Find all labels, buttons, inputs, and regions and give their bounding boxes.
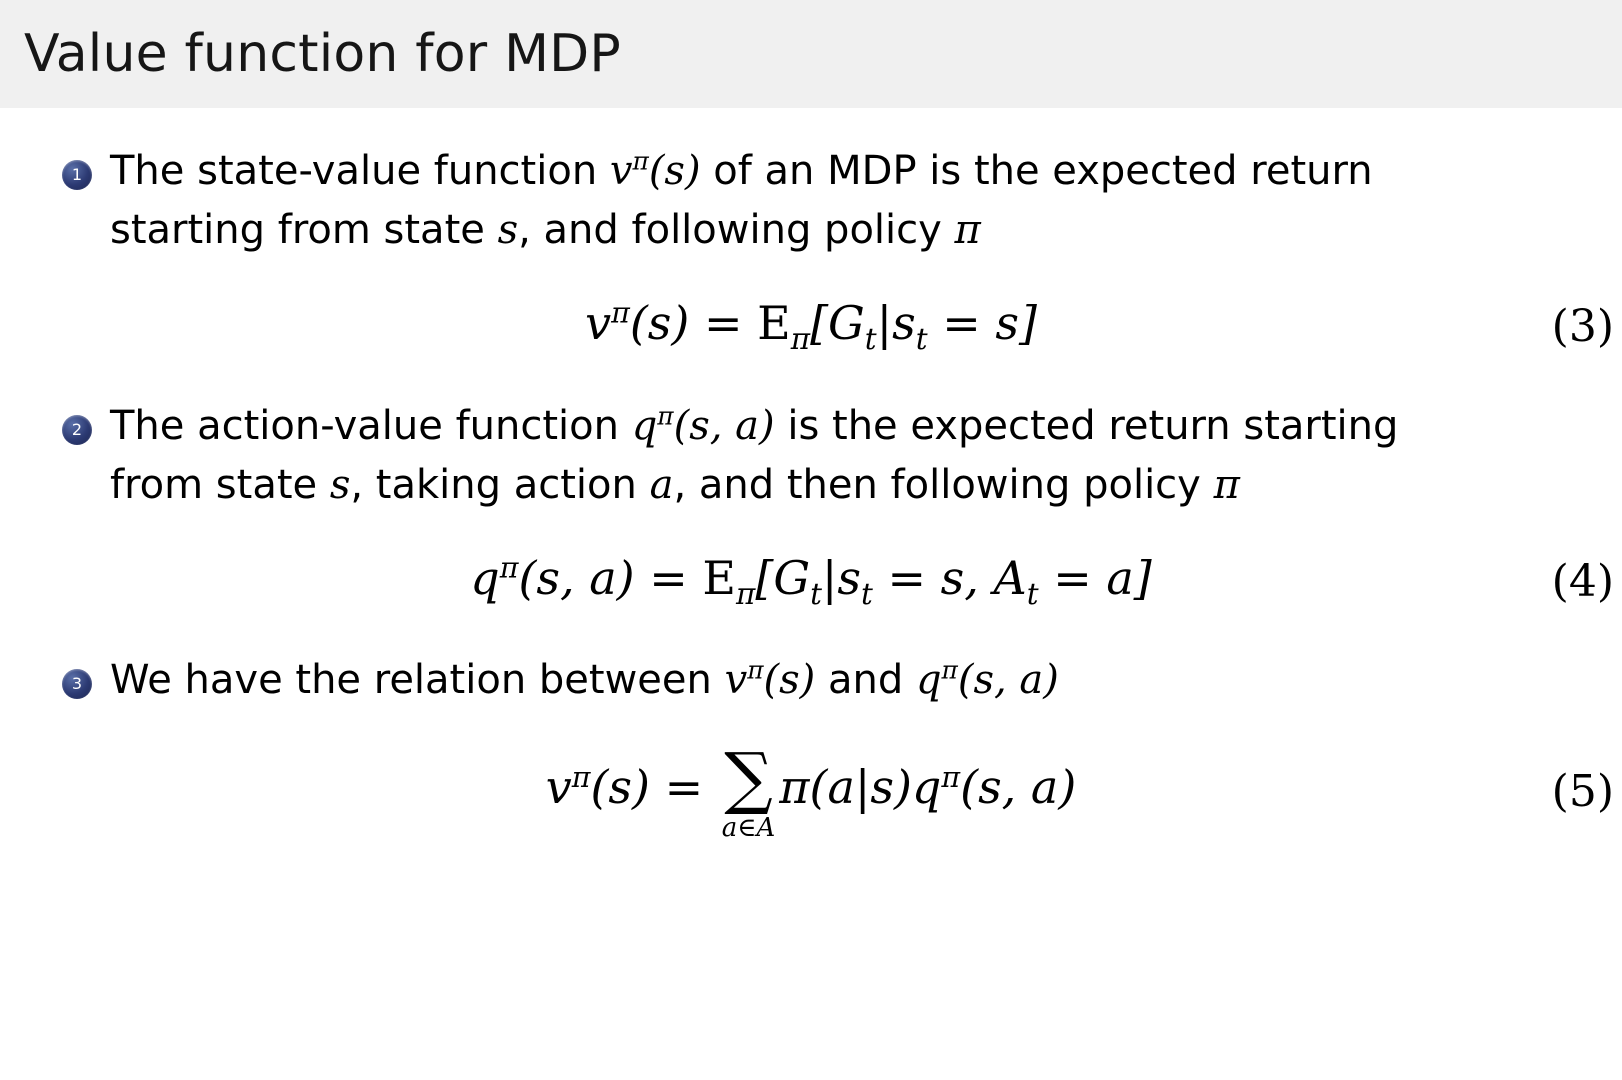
eq3-expectation: E [757,296,791,351]
eq4-expectation: E [702,550,737,605]
eq4-body3: = s, A [872,550,1027,605]
eq4-expectation-sub: π [736,577,756,612]
eq4-body-sub: t [810,577,822,612]
eq3-body2-sub: t [915,322,928,357]
slide-title-bar [0,0,1622,108]
equation-number-5: (5) [1551,766,1614,817]
equation-number-4: (4) [1551,555,1614,607]
eq3-lhs-arg: (s) [629,296,690,351]
eq5-term2-sup: π [941,761,961,795]
eq5-lhs-sup: π [571,761,591,795]
bullet-text-1-part-e: , and following policy [518,207,955,254]
bullet-row-2 [0,397,1622,515]
eq4-body4: = a] [1038,550,1152,605]
equation-row-3 [0,296,1622,356]
bullet-text-2-part-c: is the expected return starting from state [110,402,1399,508]
bullet-text-2-part-a: The action-value function [110,402,632,449]
bullet-text-2-math-q: q [631,402,658,449]
eq5-term2-arg: (s, a) [960,760,1077,815]
bullet-number-3: 3 [62,669,92,699]
bullet-text-2-part-e: , taking action [350,461,650,508]
eq3-lhs-var: v [585,296,612,351]
bullet-text-1-math-v-sup: π [632,146,649,176]
bullet-text-2-part-g: , and then following policy [673,461,1214,508]
bullet-text-2-math-arg: (s, a) [673,402,775,449]
eq5-lhs-arg: (s) [590,760,650,815]
eq3-operator: = [703,296,743,351]
bullet-text-1-part-a: The state-value function [110,148,610,194]
spacer-between-1-2 [0,357,1622,397]
bullet-row-3 [0,651,1622,710]
bullet-text-3-math-v: v [724,657,748,704]
spacer-eq-3 [0,710,1622,746]
eq3-expectation-sub: π [790,322,811,357]
bullet-text-3-math-q: q [915,657,942,704]
eq4-body2-sub: t [861,577,873,612]
bullet-text-1-part-c: of an MDP is the expected return starting from state [110,148,1373,254]
sum-icon: ∑ [724,739,773,819]
spacer-eq-2 [0,515,1622,551]
bullet-text-1 [110,142,1472,260]
eq3-body-sub: t [864,322,877,357]
bullet-text-3-part-c: and [815,657,916,704]
bullet-row-1 [0,142,1622,260]
eq5-term1: π(a|s) [779,760,912,815]
list-item-3 [0,651,1622,843]
bullet-text-1-math-arg: (s) [648,148,701,194]
equation-row-5 [0,739,1622,843]
bullet-number-1: 1 [62,160,92,190]
eq5-term2-var: q [911,760,942,815]
eq3-body: [G [810,296,865,351]
eq4-body2: |s [821,550,862,605]
eq4-lhs-sup: π [499,551,519,585]
slide-content [0,108,1622,1080]
equation-number-3: (3) [1551,300,1614,352]
eq5-operator: = [664,760,704,815]
spacer-eq-1 [0,260,1622,296]
bullet-text-1-math-s: s [497,207,519,254]
bullet-text-3-math-q-arg: (s, a) [957,657,1059,704]
bullet-text-2-pi: π [1213,461,1240,508]
equation-4-body [470,551,1152,611]
eq3-body2: |s [876,296,916,351]
eq4-body3-sub: t [1026,577,1039,612]
summation-symbol-group [721,739,776,843]
eq3-lhs-sup: π [611,297,630,331]
page-title: Value function for MDP [24,24,621,84]
bullet-text-3-math-q-sup: π [941,655,958,685]
eq3-body3: = s] [927,296,1037,351]
list-item-1 [0,142,1622,357]
equation-5-body [545,739,1077,843]
bullet-text-3-math-v-arg: (s) [763,657,816,704]
eq4-lhs-var: q [470,550,500,605]
bullet-text-1-pi: π [954,207,981,254]
eq4-operator: = [649,550,688,605]
bullet-text-1-math-v: v [609,148,633,194]
equation-3-body [585,296,1037,356]
bullet-number-2: 2 [62,415,92,445]
eq4-body: [G [755,550,811,605]
spacer-between-2-3 [0,611,1622,651]
list-item-2 [0,397,1622,612]
spacer-top [0,108,1622,142]
eq4-lhs-arg: (s, a) [518,550,635,605]
bullet-text-2 [110,397,1472,515]
eq5-lhs-var: v [545,760,572,815]
bullet-text-2-math-q-sup: π [657,401,674,431]
bullet-text-3-part-a: We have the relation between [110,657,725,704]
bullet-text-3 [110,651,1059,710]
bullet-text-2-math-a: a [649,461,674,508]
sum-subscript: a∈A [721,812,776,843]
bullet-text-3-math-v-sup: π [747,655,764,685]
equation-row-4 [0,551,1622,611]
bullet-text-2-math-s: s [329,461,351,508]
